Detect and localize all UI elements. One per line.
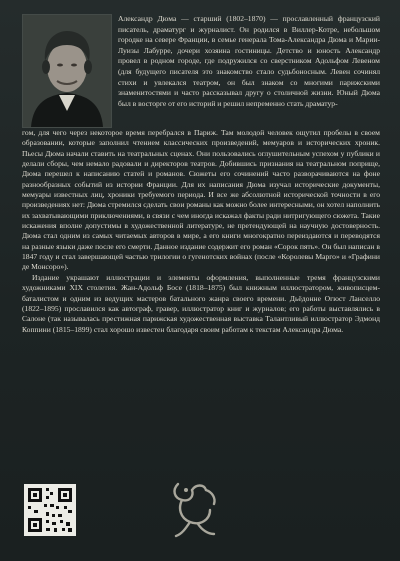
author-bio-main [22,128,380,335]
bio-paragraph: гом, для чего через некоторое время перебрался в Париж. Там молодой человек ощутил пробелы в своем образовании, которые заполнил чтением классических произведений, мемуаров и исторических хроник. Пьесы Дюма начали ставить на театральных сценах. Они пользовались оглушительным успехом у публики и делали сборы, чем немало радовали и директоров театров. Добившись признания на театральном поприще, Дюма перешел к написанию статей и романов. Сюжеты его сочинений часто разворачиваются на фоне разнообразных событий из истории Франции. Для их написания Дюма изучал исторические документы, мемуары известных лиц, хроники требуемого периода. И все же абсолютной исторической точности в его произведениях нет: Дюма стремился сделать свои романы как можно более интересными, он хотел наполнить их захватывающими приключениями, в связи с чем иногда искажал факты ради нитригующего сюжета. Такие искажения вполне допустимы в художественной литературе, не претендующей на научную достоверность. Дюма стал одним из самых читаемых авторов в мире, а его книги многократно переиздаются и переводятся на разные языки даже после его смерти. Данное издание содержит его роман «Сорок пять». Он был написан в 1847 году и стал завершающей частью трилогии о гугенотских войнах (после «Королевы Марго» и «Графини де Монсоро»). [22,128,380,272]
author-portrait-drawing [23,15,111,127]
qr-code-icon [24,484,76,536]
author-portrait [22,14,112,128]
qr-code [24,484,76,536]
illustrators-paragraph: Издание украшают иллюстрации и элементы оформления, выполненные тремя французскими художниками XIX столетия. Жан-Адольф Босе (1818–1875) был книжным иллюстратором, живописцем-баталистом и одним из ведущих мастеров батального жанра своего времени. Дьёдонне Огюст Ланселло (1822–1895) прославился как автограф, гравер, иллюстратор книг и журналов; его работы выставлялись в Салоне (так называлась престижная парижская художественная выставка Талантливый иллюстратор Эдмонд Коппини (1815–1899) стал хорошо известен благодаря своим работам к текстам Александра Дюма. [22,272,380,334]
publisher-emblem-icon [162,476,224,544]
author-bio-top [118,14,380,109]
publisher-emblem-drawing [162,476,224,544]
bio-paragraph: Александр Дюма — старший (1802–1870) — прославленный французский писатель, драматург и журналист. Он родился в Виллер-Котре, небольшом городке на севере Франции, в семье генерала Тома-Александра Дюма и Марии-Луизы Лабурре, дочери хозяина гостиницы. Детство и юность Александр провел в родном городе, где подружился со сверстником Адольфом Левеном (для будущего писателя это знакомство стало судьбоносным. Левен сочинял стихи и увлекался театром, он был знаком со многими парижскими знаменитостями и часто рассказывал другу о столичной жизни. Юный Дюма был в восторге от его историй и решил непременно стать драматур- [118,14,380,108]
